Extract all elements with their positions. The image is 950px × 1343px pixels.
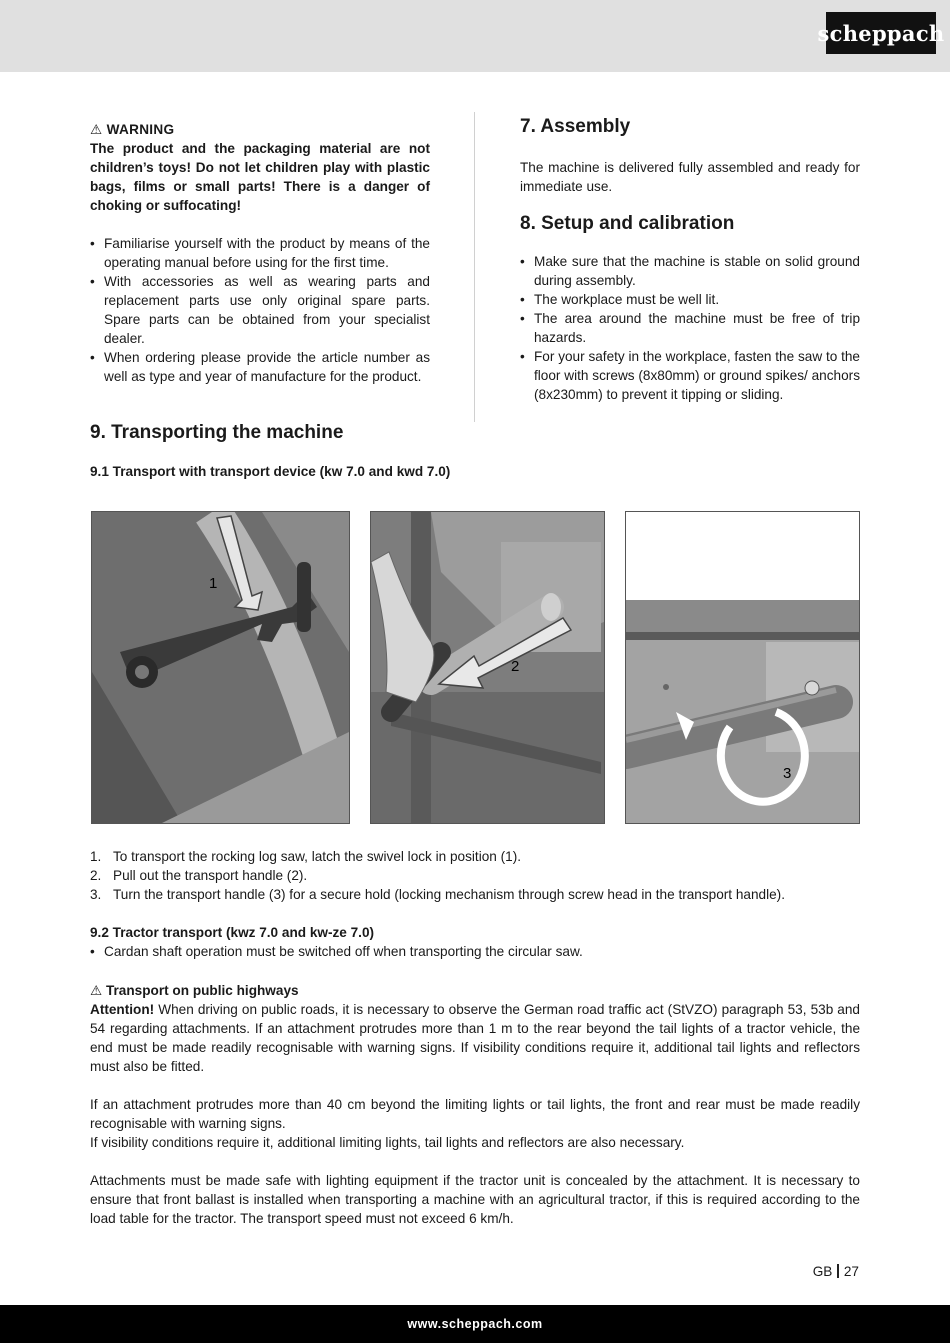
list-item: • Make sure that the machine is stable on solid ground during assembly.: [520, 252, 860, 290]
highway-section: [90, 981, 860, 1247]
warning-title: WARNING: [106, 122, 175, 137]
warning-heading: [90, 120, 430, 139]
list-item: • With accessories as well as wearing parts and replacement parts use only original spare parts. Spare parts can be obtained from your specialist dealer.: [90, 272, 430, 348]
paragraph-text: When driving on public roads, it is necessary to observe the German road traffic act (StVZO) paragraph 53, 53b and 54 regarding attachments. If an attachment protrudes more than 1 m to the rear beyond the tail lights of a tractor vehicle, the end must be made readily recognisable with warning signs. If visibility conditions require it, additional tail lights and reflectors must also be fitted.: [90, 1002, 860, 1074]
warning-triangle-icon: ⚠: [90, 122, 103, 137]
left-column: [90, 120, 430, 386]
step-number: 1.: [90, 849, 102, 864]
step-text: To transport the rocking log saw, latch the swivel lock in position (1).: [113, 849, 522, 864]
assembly-text: The machine is delivered fully assembled and ready for immediate use.: [520, 160, 860, 194]
page-separator: [837, 1264, 839, 1278]
attention-label: Attention!: [90, 1002, 155, 1017]
step-number: 2.: [90, 868, 102, 883]
list-item: • Cardan shaft operation must be switched off when transporting the circular saw.: [90, 942, 860, 961]
footer-bar: [0, 1305, 950, 1343]
assembly-heading: 7. Assembly: [520, 116, 631, 137]
figure-swivel-lock: [91, 511, 350, 824]
footer-url[interactable]: www.scheppach.com: [407, 1317, 543, 1331]
figure-label-3: 3: [783, 765, 792, 782]
transport-subheading-9-1: 9.1 Transport with transport device (kw 7.0 and kwd 7.0): [90, 464, 451, 479]
highway-heading: [90, 981, 860, 1000]
transport-heading: 9. Transporting the machine: [90, 422, 344, 443]
figure-turn-handle: [625, 511, 860, 824]
paragraph-text: If an attachment protrudes more than 40 cm beyond the limiting lights or tail lights, the front and rear must be made readily recognisable with warning signs.: [90, 1097, 860, 1131]
list-item: • The workplace must be well lit.: [520, 290, 860, 309]
top-bar: [0, 0, 950, 72]
list-item: • The area around the machine must be free of trip hazards.: [520, 309, 860, 347]
figure-label-1: 1: [209, 575, 218, 592]
warning-text: The product and the packaging material are not children’s toys! Do not let children play with plastic bags, films or small parts! There is a danger of choking or suffocating!: [90, 141, 430, 213]
scheppach-logo: scheppach: [826, 12, 936, 54]
page-number: [813, 1264, 859, 1279]
setup-heading: 8. Setup and calibration: [520, 213, 735, 234]
warning-triangle-icon: ⚠: [90, 983, 103, 998]
transport-subheading-9-2: 9.2 Tractor transport (kwz 7.0 and kw-ze 7.0): [90, 925, 375, 940]
highway-paragraph-1: [90, 1000, 860, 1076]
list-item: • Familiarise yourself with the product by means of the operating manual before using for the first time.: [90, 234, 430, 272]
highway-paragraph-2: [90, 1095, 860, 1152]
tractor-bullet-list: [90, 942, 860, 961]
list-item: [90, 885, 860, 904]
setup-bullet-list: [520, 252, 860, 404]
figure-label-2: 2: [511, 658, 520, 675]
column-divider: [474, 112, 475, 422]
highway-paragraph-3: Attachments must be made safe with lighting equipment if the tractor unit is concealed by the attachment. It is necessary to ensure that front ballast is installed when transporting a machine with an agricultural tractor, if this is required according to the load table for the tractor. The transport speed must not exceed 6 km/h.: [90, 1173, 860, 1226]
figure-transport-handle: [370, 511, 605, 824]
page-num: 27: [843, 1264, 859, 1279]
left-bullet-list: [90, 234, 430, 386]
list-item: [90, 866, 860, 885]
step-text: Turn the transport handle (3) for a secure hold (locking mechanism through screw head in the transport handle).: [113, 887, 785, 902]
paragraph-text: If visibility conditions require it, additional limiting lights, tail lights and reflectors are also necessary.: [90, 1135, 685, 1150]
page-lang: GB: [812, 1264, 833, 1279]
transport-steps-list: [90, 847, 860, 904]
list-item: [90, 847, 860, 866]
step-text: Pull out the transport handle (2).: [113, 868, 308, 883]
list-item: • For your safety in the workplace, fasten the saw to the floor with screws (8x80mm) or ground spikes/ anchors (8x230mm) to prevent it tipping or sliding.: [520, 347, 860, 404]
list-item: • When ordering please provide the article number as well as type and year of manufacture for the product.: [90, 348, 430, 386]
highway-title: Transport on public highways: [105, 983, 299, 998]
right-column: [520, 114, 860, 404]
step-number: 3.: [90, 887, 102, 902]
tractor-transport-section: [90, 923, 860, 961]
